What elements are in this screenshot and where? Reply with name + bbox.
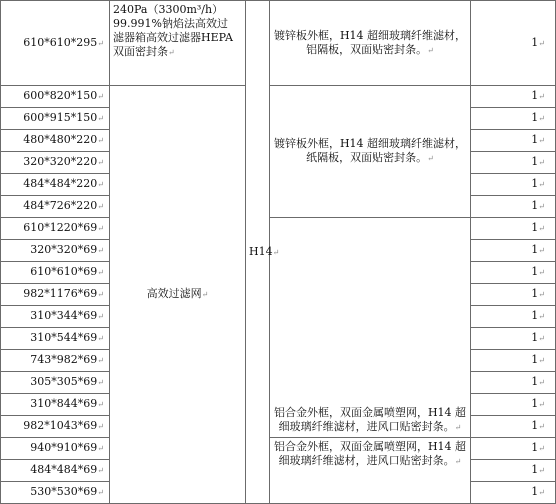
quantity-cell: 1↵ [471, 108, 556, 130]
size-cell: 610*610*295↵ [1, 1, 110, 86]
size-cell: 610*1220*69↵ [1, 218, 110, 240]
size-cell: 484*484*69↵ [1, 460, 110, 482]
spec-group-cell: 铝合金外框，双面金属喷塑网，H14 超细玻璃纤维滤材，进风口贴密封条。↵ [270, 438, 471, 504]
size-cell: 310*844*69↵ [1, 394, 110, 416]
product-name-cell: 高效过滤网↵ [110, 86, 246, 504]
quantity-cell: 1↵ [471, 438, 556, 460]
quantity-cell: 1↵ [471, 482, 556, 504]
size-cell: 610*610*69↵ [1, 262, 110, 284]
size-cell: 320*320*69↵ [1, 240, 110, 262]
size-cell: 310*344*69↵ [1, 306, 110, 328]
size-cell: 940*910*69↵ [1, 438, 110, 460]
quantity-cell: 1↵ [471, 1, 556, 86]
size-cell: 305*305*69↵ [1, 372, 110, 394]
quantity-cell: 1↵ [471, 306, 556, 328]
size-cell: 310*544*69↵ [1, 328, 110, 350]
quantity-cell: 1↵ [471, 284, 556, 306]
size-cell: 743*982*69↵ [1, 350, 110, 372]
size-cell: 484*726*220↵ [1, 196, 110, 218]
quantity-cell: 1↵ [471, 416, 556, 438]
size-cell: 982*1176*69↵ [1, 284, 110, 306]
quantity-cell: 1↵ [471, 86, 556, 108]
size-cell: 484*484*220↵ [1, 174, 110, 196]
table-row [1, 86, 556, 108]
size-cell: 480*480*220↵ [1, 130, 110, 152]
quantity-cell: 1↵ [471, 262, 556, 284]
quantity-cell: 1↵ [471, 218, 556, 240]
spec-group-cell: 镀锌板外框，H14 超细玻璃纤维滤材，纸隔板，双面贴密封条。↵ [270, 86, 471, 218]
table-row [1, 1, 556, 86]
quantity-cell: 1↵ [471, 130, 556, 152]
grade-cell: H14↵ [246, 1, 270, 504]
quantity-cell: 1↵ [471, 174, 556, 196]
quantity-cell: 1↵ [471, 152, 556, 174]
size-cell: 530*530*69↵ [1, 482, 110, 504]
quantity-cell: 1↵ [471, 196, 556, 218]
quantity-cell: 1↵ [471, 350, 556, 372]
quantity-cell: 1↵ [471, 328, 556, 350]
description-cell: 240Pa（3300m³/h） 99.991%钠焰法高效过 滤器箱高效过滤器HEPA 双面密封条↵ [110, 1, 246, 86]
size-cell: 600*915*150↵ [1, 108, 110, 130]
quantity-cell: 1↵ [471, 394, 556, 416]
table-row [1, 438, 556, 460]
spec-group-cell: 铝合金外框，双面金属喷塑网，H14 超细玻璃纤维滤材，进风口贴密封条。↵ [270, 218, 471, 438]
quantity-cell: 1↵ [471, 240, 556, 262]
size-cell: 600*820*150↵ [1, 86, 110, 108]
size-cell: 982*1043*69↵ [1, 416, 110, 438]
size-cell: 320*320*220↵ [1, 152, 110, 174]
table-row [1, 218, 556, 240]
quantity-cell: 1↵ [471, 460, 556, 482]
spec-cell: 镀锌板外框，H14 超细玻璃纤维滤材，铝隔板，双面贴密封条。↵ [270, 1, 471, 86]
quantity-cell: 1↵ [471, 372, 556, 394]
